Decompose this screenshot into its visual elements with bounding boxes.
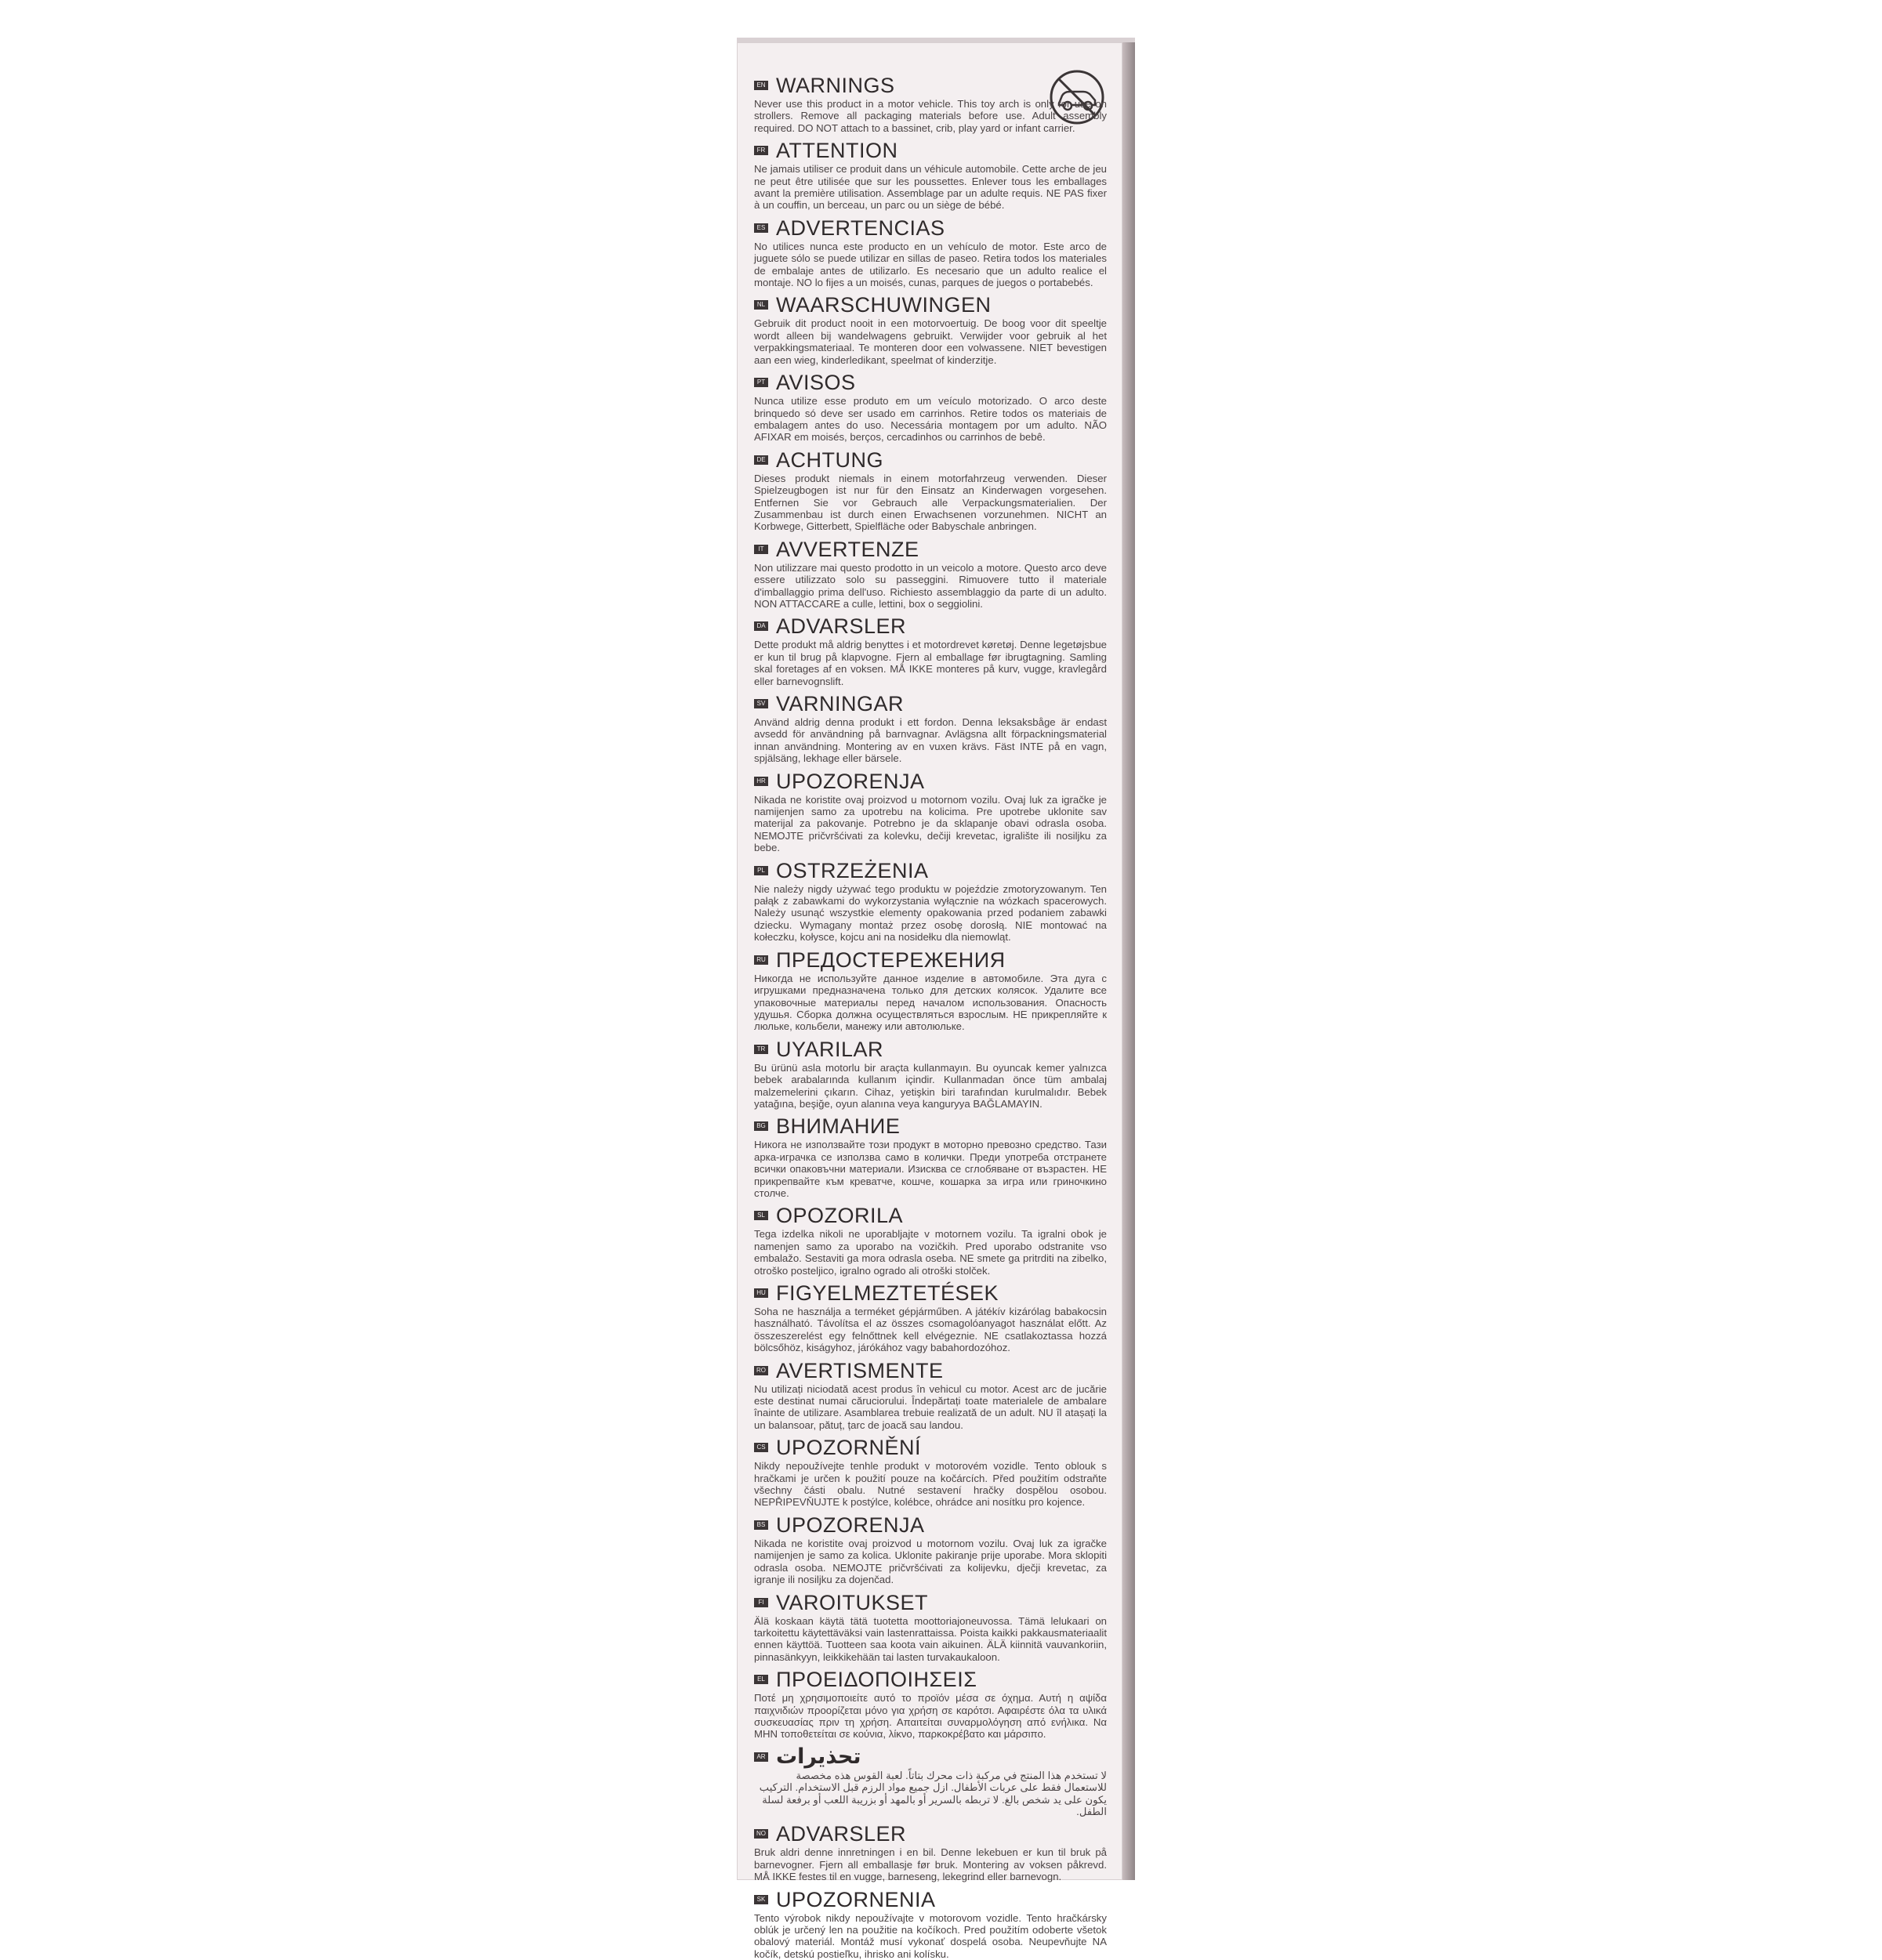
warning-section-el: [754, 1668, 1107, 1741]
warning-heading: [754, 293, 1107, 317]
warning-heading: [754, 1822, 1107, 1846]
warning-section-nl: [754, 293, 1107, 366]
warning-text: Nikdy nepoužívejte tenhle produkt v motorovém vozidle. Tento oblouk s hračkami je určen k použití pouze na kočárcích. Před použitím odstraňte všechny části obalu. Nutné sestavení hračky dospělou osobou. NEPŘIPEVŇUJTE k postýlce, kolébce, ohrádce ani nosítku pro kojence.: [754, 1460, 1107, 1509]
warning-section-hr: [754, 770, 1107, 854]
language-code-badge: SV: [754, 699, 768, 708]
warning-heading: [754, 614, 1107, 638]
language-code-badge: HR: [754, 777, 768, 786]
warning-text: Älä koskaan käytä tätä tuotetta moottoriajoneuvossa. Tämä lelukaari on tarkoitettu käytettäväksi vain lastenrattaissa. Poista kaikki pakkausmateriaalit ennen käyttöä. Tuotteen saa koota vain aikuinen. ÄLÄ kiinnitä vauvankoriin, pinnasänkyyn, leikkikehään tai lasten turvakaukaloon.: [754, 1614, 1107, 1663]
warning-section-pt: [754, 371, 1107, 444]
language-code-badge: RU: [754, 955, 768, 965]
warnings-panel: [754, 74, 1107, 1960]
warning-title: تحذيرات: [776, 1744, 861, 1769]
warning-title: UPOZORNĚNÍ: [776, 1436, 922, 1460]
warning-title: OSTRZEŻENIA: [776, 858, 929, 882]
warning-section-sv: [754, 692, 1107, 765]
warning-title: VARNINGAR: [776, 692, 905, 716]
language-code-badge: FI: [754, 1598, 768, 1607]
warning-section-sl: [754, 1204, 1107, 1277]
warning-text: Никогда не используйте данное изделие в автомобиле. Эта дуга с игрушками предназначена только для детских колясок. Удалите все упаковочные материалы перед началом использования. Опасность удушья. Сборка должна осуществляться взрослым. НЕ прикрепляйте к люльке, кольбели, манежу или автолюльке.: [754, 972, 1107, 1033]
warning-heading: [754, 948, 1107, 972]
warning-section-no: [754, 1822, 1107, 1882]
language-code-badge: EL: [754, 1675, 768, 1684]
language-code-badge: SL: [754, 1211, 768, 1220]
language-code-badge: HU: [754, 1288, 768, 1298]
language-code-badge: BS: [754, 1520, 768, 1530]
warning-section-de: [754, 448, 1107, 533]
warning-text: Ποτέ μη χρησιμοποιείτε αυτό το προϊόν μέσα σε όχημα. Αυτή η αψίδα παιχνιδιών προορίζεται μόνο για χρήση σε καρότσι. Αφαιρέστε όλα τα υλικά συσκευασίας πριν τη χρήση. Απαιτείται συναρμολόγηση από ενήλικα. Να ΜΗΝ τοποθετείται σε κούνια, λίκνο, παρκοκρέβατο και μάρσιπο.: [754, 1692, 1107, 1741]
warning-section-it: [754, 538, 1107, 610]
warning-heading: [754, 1888, 1107, 1911]
warning-title: OPOZORILA: [776, 1204, 904, 1228]
warning-heading: [754, 859, 1107, 882]
warning-text: Dieses produkt niemals in einem motorfahrzeug verwenden. Dieser Spielzeugbogen ist nur für den Einsatz an Kinderwagen vorgesehen. Entfernen Sie vor Gebrauch alle Verpackungsmaterialien. Der Zusammenbau ist durch einen Erwachsenen vorzunehmen. NICHT an Korbwege, Gitterbett, Spielfläche oder Babyschale anbringen.: [754, 472, 1107, 533]
warning-section-ar: [754, 1745, 1107, 1818]
warning-title: AVISOS: [776, 371, 856, 395]
warning-section-cs: [754, 1436, 1107, 1509]
warning-title: UPOZORENJA: [776, 1513, 925, 1537]
warning-heading: [754, 692, 1107, 716]
warning-heading: [754, 1038, 1107, 1061]
warning-title: ΠΡΟΕΙΔΟΠΟΙΗΣΕΙΣ: [776, 1668, 977, 1692]
language-code-badge: BG: [754, 1121, 768, 1131]
warning-title: AVVERTENZE: [776, 537, 919, 561]
language-code-badge: NL: [754, 300, 768, 310]
language-code-badge: ES: [754, 223, 768, 233]
warning-title: ADVARSLER: [776, 1822, 907, 1846]
warning-section-bs: [754, 1513, 1107, 1586]
warning-text: Nu utilizați niciodată acest produs în vehicul cu motor. Acest arc de jucărie este destinat numai cărucioruluі. Îndepărtați toate materialele de ambalare înainte de utilizare. Asamblarea trebuie realizată de un adult. NU îl atașați la un balansoar, pătuț, țarc de joacă sau landou.: [754, 1382, 1107, 1431]
language-code-badge: IT: [754, 545, 768, 554]
warning-title: ATTENTION: [776, 139, 898, 163]
language-code-badge: RO: [754, 1366, 768, 1375]
warning-title: WAARSCHUWINGEN: [776, 293, 992, 317]
warning-heading: [754, 538, 1107, 561]
warning-heading: [754, 74, 1107, 97]
language-code-badge: AR: [754, 1752, 768, 1762]
warning-section-fr: [754, 139, 1107, 212]
language-code-badge: PT: [754, 378, 768, 387]
warning-heading: [754, 216, 1107, 240]
language-code-badge: FR: [754, 146, 768, 155]
language-code-badge: TR: [754, 1045, 768, 1054]
warning-heading: [754, 1281, 1107, 1305]
warning-section-ro: [754, 1359, 1107, 1432]
warning-section-hu: [754, 1281, 1107, 1354]
warning-title: ACHTUNG: [776, 447, 883, 472]
warning-title: AVERTISMENTE: [776, 1358, 944, 1382]
warning-section-tr: [754, 1038, 1107, 1110]
warning-title: UPOZORENJA: [776, 769, 925, 793]
warning-text: Nunca utilize esse produto em um veículo motorizado. O arco deste brinquedo só deve ser usado em carrinhos. Retire todos os materiais de embalagem antes do uso. Necessária montagem por um adulto. NÃO AFIXAR em moisés, berços, cercadinhos ou carrinhos de bebê.: [754, 395, 1107, 444]
warning-section-pl: [754, 859, 1107, 944]
language-code-badge: DA: [754, 621, 768, 631]
warning-text: Nie należy nigdy używać tego produktu w pojeździe zmotoryzowanym. Ten pałąk z zabawkami do wykorzystania wyłącznie na wózkach spacerowych. Należy usunąć wszystkie elementy opakowania przed podaniem zabawki dziecku. Wymagany montaż przez osobę dorosłą. NIE montować na kołeczku, kołysce, kojcu ani na nosidełku dla niemowląt.: [754, 882, 1107, 944]
warning-title: ADVARSLER: [776, 614, 907, 639]
warning-heading: [754, 371, 1107, 394]
warning-section-fi: [754, 1591, 1107, 1664]
warning-text: لا تستخدم هذا المنتج في مركبة ذات محرك بتاتاً. لعبة القوس هذه مخصصة للاستعمال فقط على عربات الأطفال. ازل جميع مواد الرزم قبل الاستخدام. التركيب يكون على يد شخص بالغ. لا تربطه بالسرير أو بالمهد أو بزريبة اللعب أو برفعة لسلة الطفل.: [759, 1769, 1107, 1817]
warning-heading: [754, 770, 1107, 793]
warning-text: Никога не използвайте този продукт в моторно превозно средство. Тази арка-играчка се използва само в колички. Преди употреба отстранете всички опаковъчни материали. Изисква се сглобяване от възрастен. НЕ прикрепвайте към креватче, кошче, кошарка за игра или гриночкино столче.: [754, 1139, 1107, 1199]
warning-heading: [754, 1745, 1107, 1769]
warning-title: ADVERTENCIAS: [776, 216, 945, 240]
warning-heading: [754, 1513, 1107, 1537]
warning-text: Nikada ne koristite ovaj proizvod u motornom vozilu. Ovaj luk za igračke je namijenjen samo za upotrebu na kolicima. Pre upotrebe uklonite sav materijal za pakovanje. Potrebno je da sklapanje obavi odrasla osoba. NEMOJTE pričvršćivati za kolevku, dečiji krevetac, igralište ili nosiljku za bebe.: [754, 793, 1107, 854]
warning-section-ru: [754, 948, 1107, 1033]
warning-text: Never use this product in a motor vehicle. This toy arch is only for use on strollers. Remove all packaging materials before use. Adult assembly required. DO NOT attach to a bassinet, crib, play yard or infant carrier.: [754, 98, 1107, 134]
warning-heading: [754, 1436, 1107, 1459]
warning-text: Ne jamais utiliser ce produit dans un véhicule automobile. Cette arche de jeu ne peut être utilisée que sur les poussettes. Enlever tous les emballages avant la première utilisation. Assemblage par un adulte requis. NE PAS fixer à un couffin, un berceau, un parc ou un siège de bébé.: [754, 163, 1107, 212]
warning-text: Soha ne használja a terméket gépjárműben. A játékív kizárólag babakocsin használható. Távolítsa el az összes csomagolóanyagot használat előtt. Az összeszerelést egy felnőttnek kell elvégeznie. NE csatlakoztassa hozzá bölcsőhöz, kiságyhoz, járókához vagy babahordozóhoz.: [754, 1306, 1107, 1354]
language-code-badge: PL: [754, 866, 768, 875]
warning-title: UYARILAR: [776, 1037, 884, 1061]
warning-heading: [754, 1591, 1107, 1614]
language-code-badge: DE: [754, 455, 768, 465]
warning-text: Tega izdelka nikoli ne uporabljajte v motornem vozilu. Ta igralni obok je namenjen samo za uporabo na vozičkih. Pred uporabo odstranite vso embalažo. Sestaviti ga mora odrasla oseba. NE smete ga pritrditi na zibelko, otroško posteljico, igralno ogrado ali otroški stolček.: [754, 1228, 1107, 1277]
warning-heading: [754, 139, 1107, 162]
warning-heading: [754, 1668, 1107, 1691]
warning-text: Bu ürünü asla motorlu bir araçta kullanmayın. Bu oyuncak kemer yalnızca bebek arabalarında kullanım içindir. Kullanmadan önce tüm ambalaj malzemelerini çıkarın. Cihaz, yetişkin biri tarafından kurulmalıdır. Bebek yatağına, beşiğe, oyun alanına veya kangurуya BAĞLAMAYIN.: [754, 1061, 1107, 1110]
warning-title: VAROITUKSET: [776, 1590, 929, 1614]
warning-heading: [754, 1204, 1107, 1227]
warning-text: Gebruik dit product nooit in een motorvoertuig. De boog voor dit speeltje wordt alleen bij wandelwagens gebruikt. Verwijder voor gebruik al het verpakkingsmateriaal. Te monteren door een volwassene. NIET bevestigen aan een wieg, kinderledikant, speelmat of kinderzitje.: [754, 317, 1107, 366]
warning-section-da: [754, 614, 1107, 687]
warning-text: Använd aldrig denna produkt i ett fordon. Denna leksaksbåge är endast avsedd för användning på barnvagnar. Avlägsna allt förpackningsmaterial innan användning. Montering av en vuxen krävs. Fäst INTE på en vagn, spjälsäng, lekhage eller bärsele.: [754, 716, 1107, 765]
warning-title: FIGYELMEZTETÉSEK: [776, 1281, 999, 1305]
warning-heading: [754, 1114, 1107, 1138]
warning-text: Nikada ne koristite ovaj proizvod u motornom vozilu. Ovaj luk za igračke namijenjen je samo za kolica. Uklonite pakiranje prije uporabe. Mora sklopiti odrasla osoba. NEMOJTE pričvršćivati za kolijevku, dječji krevetac, za igranje ili nosiljku za dojenčad.: [754, 1537, 1107, 1586]
box-right-edge: [1122, 42, 1135, 1880]
language-code-badge: CS: [754, 1443, 768, 1452]
warning-section-en: [754, 74, 1107, 134]
warning-heading: [754, 448, 1107, 472]
language-code-badge: EN: [754, 81, 768, 90]
warning-text: Dette produkt må aldrig benyttes i et motordrevet køretøj. Denne legetøjsbue er kun til brug på klapvogne. Fjern al emballage før ibrugtagning. Samling skal foretages af en voksen. MÅ IKKE monteres på kurv, vugge, kravlegård eller barnevognslift.: [754, 639, 1107, 687]
warning-section-bg: [754, 1114, 1107, 1199]
warning-text: Bruk aldri denne innretningen i en bil. Denne lekebuen er kun til bruk på barnevogner. Fjern all emballasje før bruk. Montering av voksen påkrevd. MÅ IKKE festes til en vugge, barneseng, lekegrind eller barnevogn.: [754, 1846, 1107, 1883]
warning-title: ВНИМАНИЕ: [776, 1114, 901, 1139]
warning-title: WARNINGS: [776, 74, 895, 97]
language-code-badge: SK: [754, 1895, 768, 1904]
warning-section-sk: [754, 1888, 1107, 1960]
warning-text: Tento výrobok nikdy nepoužívajte v motorovom vozidle. Tento hračkársky oblúk je určený len na použitie na kočíkoch. Pred použitím odoberte všetok obalový materiál. Montáž musí vykonať dospelá osoba. Neupevňujte NA kočík, detskú postieľku, ihrisko ani kolísku.: [754, 1911, 1107, 1960]
warning-heading: [754, 1359, 1107, 1382]
warning-text: Non utilizzare mai questo prodotto in un veicolo a motore. Questo arco deve essere utilizzato solo su passeggini. Rimuovere tutto il materiale d'imballaggio prima dell'uso. Richiesto assemblaggio da parte di un adulto. NON ATTACCARE a culle, lettini, box o seggiolini.: [754, 561, 1107, 610]
warning-title: UPOZORNENIA: [776, 1887, 936, 1911]
warning-section-es: [754, 216, 1107, 289]
warning-text: No utilices nunca este producto en un vehículo de motor. Este arco de juguete sólo se puede utilizar en sillas de paseo. Retira todos los materiales de embalaje antes de utilizarlo. Es necesario que un adulto realice el montaje. NO lo fijes a un moisés, cunas, parques de juegos o portabebés.: [754, 240, 1107, 289]
language-code-badge: NO: [754, 1829, 768, 1839]
warning-title: ПРЕДОСТЕРЕЖЕНИЯ: [776, 947, 1006, 972]
